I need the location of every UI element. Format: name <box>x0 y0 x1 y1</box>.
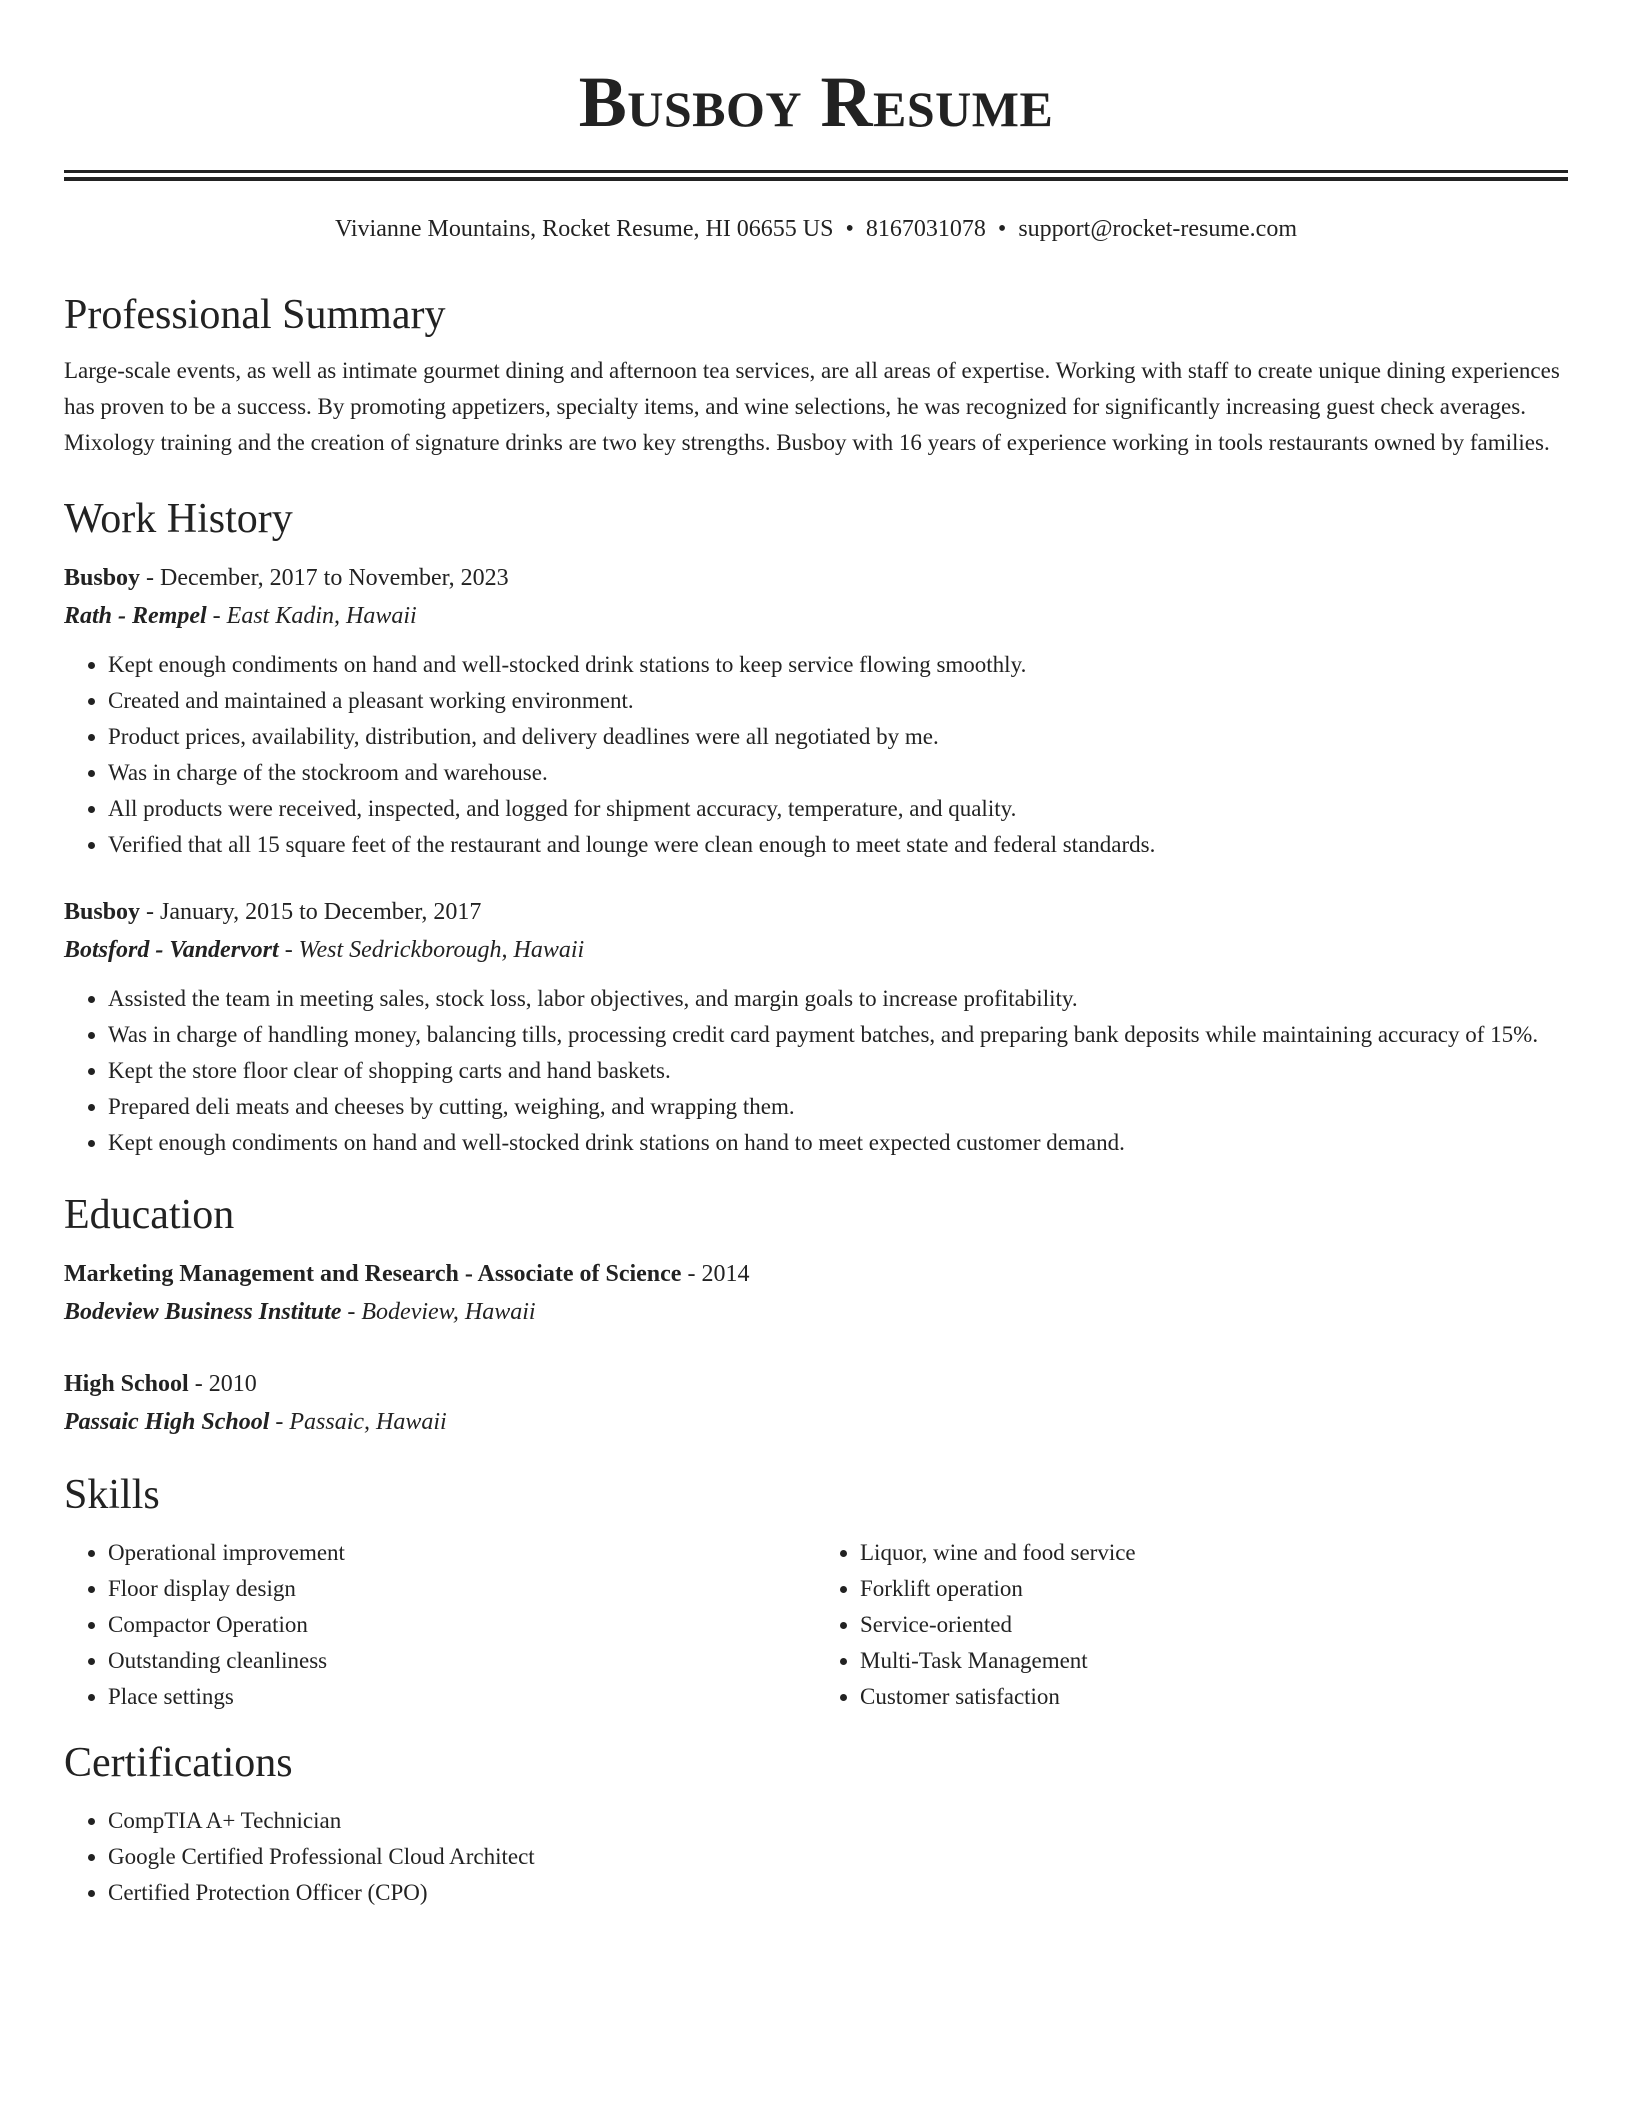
skill-item: • Operational improvement <box>108 1535 816 1571</box>
education-degree: High School <box>64 1371 189 1397</box>
summary-text: Large-scale events, as well as intimate gourmet dining and afternoon tea services, are all areas of expertise. Working with staff to create unique dining experiences has proven to be a success. By promoting appetizers, specialty items, and wine selections, he was recognized for significantly increasing guest check averages. Mixology training and the creation of signature drinks are two key strengths. Busboy with 16 years of experience working in tools restaurants owned by families. <box>64 358 1560 455</box>
job-bullet: • Product prices, availability, distribution, and delivery deadlines were all negotiated by me. <box>108 719 1568 755</box>
education-degree: Marketing Management and Research - Associate of Science <box>64 1261 682 1287</box>
education-year: - 2010 <box>188 1371 257 1397</box>
contact-email: support@rocket-resume.com <box>1018 216 1297 242</box>
skill-item: • Service-oriented <box>860 1607 1568 1643</box>
skill-item: • Compactor Operation <box>108 1607 816 1643</box>
contact-separator: • <box>845 216 854 242</box>
education-entry <box>64 1365 1568 1441</box>
job-title: Busboy <box>64 565 141 591</box>
education-year: - 2014 <box>681 1261 750 1287</box>
job-location: - East Kadin, Hawaii <box>206 603 417 629</box>
work-history-heading: Work History <box>64 496 293 542</box>
job-entry <box>64 559 1568 863</box>
certification-item: • Google Certified Professional Cloud Architect <box>108 1839 1568 1875</box>
job-bullet: • Assisted the team in meeting sales, stock loss, labor objectives, and margin goals to increase profitability. <box>108 981 1568 1017</box>
job-title-line <box>64 559 1568 597</box>
education-location: - Bodeview, Hawaii <box>341 1299 536 1325</box>
job-company-line <box>64 931 1568 969</box>
skills-heading: Skills <box>64 1472 160 1518</box>
contact-separator: • <box>997 216 1007 242</box>
title-divider <box>64 170 1568 181</box>
contact-line <box>64 213 1568 245</box>
education-degree-line <box>64 1255 1568 1293</box>
contact-phone: 8167031078 <box>865 216 986 242</box>
skill-item: • Place settings <box>108 1679 816 1715</box>
job-company: Rath - Rempel <box>64 603 207 629</box>
job-dates: - December, 2017 to November, 2023 <box>140 565 509 591</box>
job-bullets <box>64 981 1568 1161</box>
job-dates: - January, 2015 to December, 2017 <box>140 899 482 925</box>
contact-address: Vivianne Mountains, Rocket Resume, HI 06655 US <box>334 216 834 242</box>
job-bullet: • Kept enough condiments on hand and well-stocked drink stations on hand to meet expected customer demand. <box>108 1125 1568 1161</box>
education-school-line <box>64 1293 1568 1331</box>
skill-item: • Multi-Task Management <box>860 1643 1568 1679</box>
certifications-list <box>64 1803 1568 1911</box>
skill-item: • Liquor, wine and food service <box>860 1535 1568 1571</box>
skill-item: • Outstanding cleanliness <box>108 1643 816 1679</box>
job-bullet: • Kept the store floor clear of shopping carts and hand baskets. <box>108 1053 1568 1089</box>
job-location: - West Sedrickborough, Hawaii <box>278 937 585 963</box>
skills-list-left <box>64 1535 816 1715</box>
job-bullet: • All products were received, inspected, and logged for shipment accuracy, temperature, and quality. <box>108 791 1568 827</box>
job-bullet: • Verified that all 15 square feet of the restaurant and lounge were clean enough to meet state and federal standards. <box>108 827 1568 863</box>
job-bullet: • Kept enough condiments on hand and well-stocked drink stations to keep service flowing smoothly. <box>108 647 1568 683</box>
skills-list-right <box>816 1535 1568 1715</box>
job-bullet: • Was in charge of handling money, balancing tills, processing credit card payment batches, and preparing bank deposits while maintaining accuracy of 15%. <box>108 1017 1568 1053</box>
certification-item: • Certified Protection Officer (CPO) <box>108 1875 1568 1911</box>
job-title-line <box>64 893 1568 931</box>
job-bullets <box>64 647 1568 863</box>
education-heading: Education <box>64 1192 235 1238</box>
skill-item: • Floor display design <box>108 1571 816 1607</box>
job-bullet: • Created and maintained a pleasant working environment. <box>108 683 1568 719</box>
education-school-line <box>64 1403 1568 1441</box>
education-school: Bodeview Business Institute <box>64 1299 342 1325</box>
education-location: - Passaic, Hawaii <box>269 1409 447 1435</box>
skill-item: • Customer satisfaction <box>860 1679 1568 1715</box>
education-entry <box>64 1255 1568 1331</box>
education-school: Passaic High School <box>64 1409 270 1435</box>
education-degree-line <box>64 1365 1568 1403</box>
resume-title: Busboy Resume <box>578 62 1054 142</box>
skills-columns <box>64 1523 1568 1715</box>
certification-item: • CompTIA A+ Technician <box>108 1803 1568 1839</box>
job-entry <box>64 893 1568 1161</box>
job-company-line <box>64 597 1568 635</box>
job-bullet: • Was in charge of the stockroom and warehouse. <box>108 755 1568 791</box>
job-company: Botsford - Vandervort <box>64 937 279 963</box>
certifications-heading: Certifications <box>64 1740 293 1786</box>
skill-item: • Forklift operation <box>860 1571 1568 1607</box>
summary-heading: Professional Summary <box>64 292 446 338</box>
job-bullet: • Prepared deli meats and cheeses by cutting, weighing, and wrapping them. <box>108 1089 1568 1125</box>
job-title: Busboy <box>64 899 141 925</box>
